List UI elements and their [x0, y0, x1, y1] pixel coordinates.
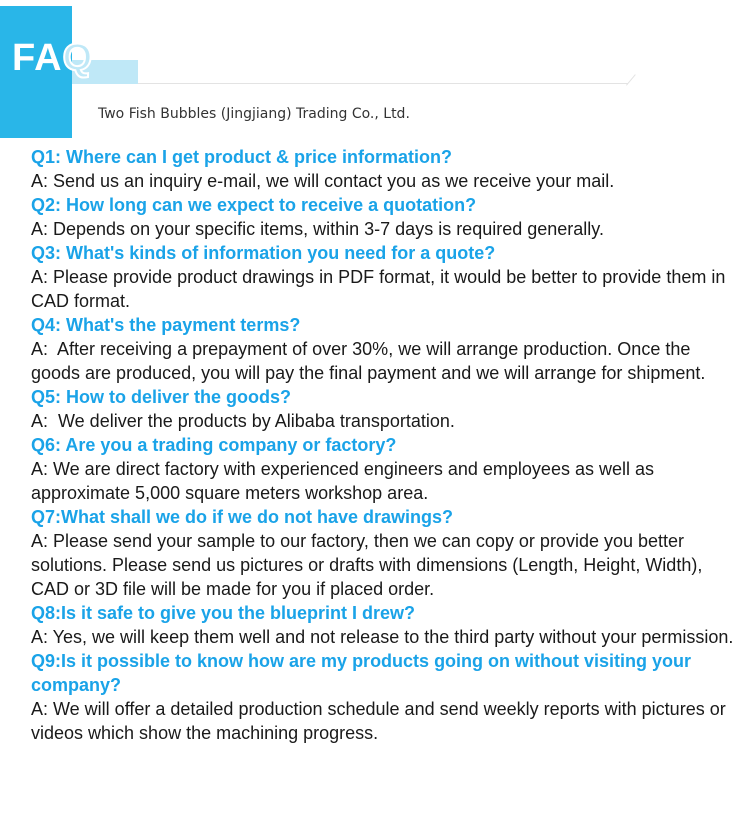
faq-heading-outline-letter: Q [62, 37, 94, 79]
faq-answer: A: We will offer a detailed production schedule and send weekly reports with pictures or videos which show the machining progress. [31, 699, 731, 743]
faq-question: Q7:What shall we do if we do not have drawings? [31, 507, 454, 527]
faq-answer: A: We are direct factory with experienced engineers and employees as well as approximate 5,000 square meters workshop area. [31, 459, 660, 503]
faq-item [31, 385, 736, 433]
faq-answer: A: Please send your sample to our factory, then we can copy or provide you better solutions. Please send us pictures or drafts with dimensions (Length, Height, Width), CAD or 3D file will be made for you if placed order. [31, 531, 708, 599]
faq-answer: A: Send us an inquiry e-mail, we will contact you as we receive your mail. [31, 171, 615, 191]
faq-answer: A: Please provide product drawings in PDF format, it would be better to provide them in CAD format. [31, 267, 731, 311]
header-divider-slant [626, 74, 636, 85]
faq-answer: A: After receiving a prepayment of over 30%, we will arrange production. Once the goods are produced, you will pay the final payment and we will arrange for shipment. [31, 339, 706, 383]
faq-question: Q2: How long can we expect to receive a quotation? [31, 195, 477, 215]
faq-question: Q9:Is it possible to know how are my products going on without visiting your company? [31, 651, 692, 695]
faq-question: Q4: What's the payment terms? [31, 315, 301, 335]
faq-answer: A: Depends on your specific items, within 3-7 days is required generally. [31, 219, 604, 239]
faq-question: Q8:Is it safe to give you the blueprint I drew? [31, 603, 416, 623]
faq-answer: A: We deliver the products by Alibaba transportation. [31, 411, 455, 431]
header-divider [138, 83, 628, 84]
faq-item [31, 145, 736, 193]
faq-item [31, 193, 736, 241]
faq-heading-letters: FA [12, 37, 63, 79]
faq-question: Q1: Where can I get product & price information? [31, 147, 453, 167]
faq-answer: A: Yes, we will keep them well and not release to the third party without your permission. [31, 627, 734, 647]
faq-item [31, 505, 736, 601]
company-name: Two Fish Bubbles (Jingjiang) Trading Co., Ltd. [98, 106, 410, 122]
faq-item [31, 433, 736, 505]
header [0, 0, 750, 140]
faq-item [31, 649, 736, 745]
faq-item [31, 241, 736, 313]
faq-item [31, 313, 736, 385]
faq-list [31, 145, 736, 745]
faq-heading [12, 36, 93, 80]
faq-question: Q3: What's kinds of information you need for a quote? [31, 243, 496, 263]
faq-item [31, 601, 736, 649]
faq-question: Q5: How to deliver the goods? [31, 387, 292, 407]
faq-question: Q6: Are you a trading company or factory? [31, 435, 397, 455]
